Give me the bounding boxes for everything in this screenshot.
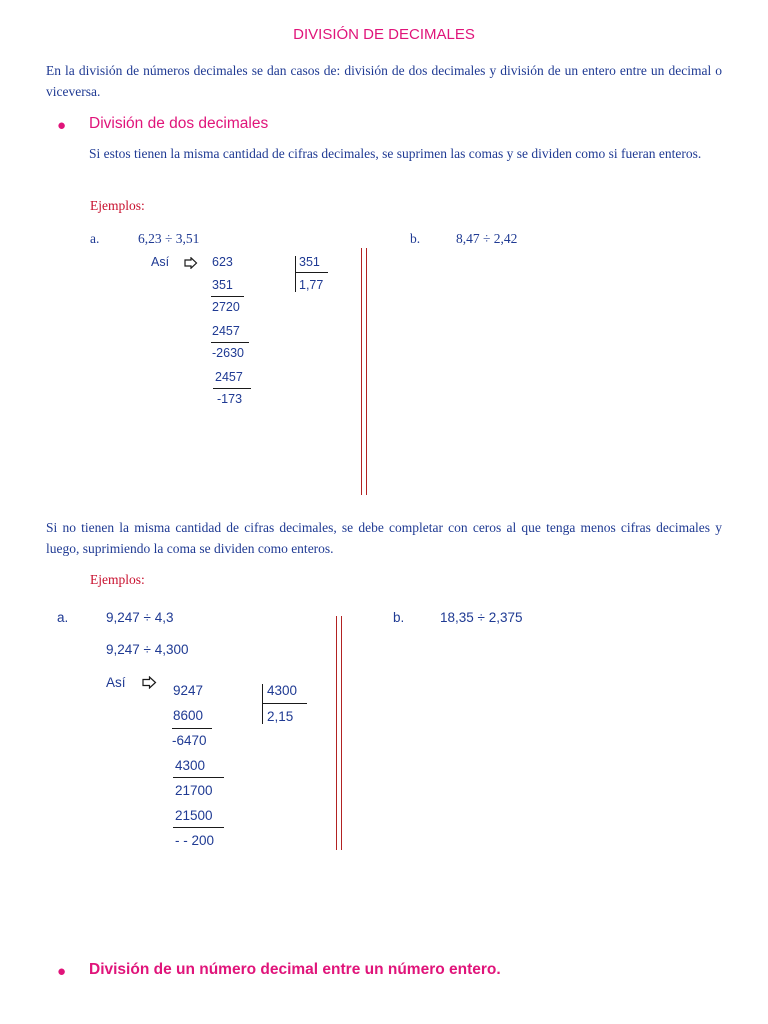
step-3: 2457 [212,324,240,338]
dividend: 623 [212,255,233,269]
division-bracket-horizontal [295,272,328,273]
division-bracket-horizontal [262,703,307,704]
bullet-icon: ● [57,117,67,134]
step-rule [213,388,251,389]
step-rule [173,827,224,828]
arrow-right-icon [184,257,198,269]
division-bracket-vertical [262,684,263,724]
division-bracket-vertical [295,256,296,292]
step-1: 351 [212,278,233,292]
arrow-right-icon [142,676,157,689]
section1-text-2: Si no tienen la misma cantidad de cifras decimales, se debe completar con ceros al que tenga menos cifras decimales y luego, suprimiendo la coma se dividen como enteros. [46,520,722,556]
section1-text: Si estos tienen la misma cantidad de cifras decimales, se suprimen las comas y se dividen como si fueran enteros. [89,146,702,161]
example-a-expression: 6,23 ÷ 3,51 [138,231,200,246]
step-5: 21500 [175,808,213,823]
step-2: 2720 [212,300,240,314]
step-1: 8600 [173,708,204,723]
step-4: 21700 [175,783,213,798]
asi-label: Así [151,255,170,269]
page-title: DIVISIÓN DE DECIMALES [293,26,475,43]
step-2: -6470 [172,733,207,748]
section-heading-two-decimals: División de dos decimales [89,115,269,132]
step-rule [211,296,244,297]
examples-label: Ejemplos: [90,198,145,213]
step-rule [173,777,224,778]
example-a-letter: a. [90,231,100,246]
example-b-expression: 18,35 ÷ 2,375 [440,610,523,625]
step-3: 4300 [175,758,206,773]
example-a-letter: a. [57,610,69,625]
step-5: 2457 [215,370,243,384]
example-a-expression-padded: 9,247 ÷ 4,300 [106,642,189,657]
dividend: 9247 [173,683,204,698]
quotient: 2,15 [267,709,294,724]
step-6: - - 200 [175,833,215,848]
step-rule [172,728,212,729]
divisor: 351 [299,255,320,269]
example-a-expression: 9,247 ÷ 4,3 [106,610,174,625]
example-b-expression: 8,47 ÷ 2,42 [456,231,518,246]
quotient: 1,77 [299,278,324,292]
examples-label: Ejemplos: [90,572,145,587]
intro-paragraph: En la división de números decimales se dan casos de: división de dos decimales y división de un entero entre un decimal o viceversa. [46,63,722,99]
example-b-letter: b. [393,610,405,625]
column-divider [361,248,367,495]
divisor: 4300 [267,683,298,698]
step-rule [211,342,249,343]
bullet-icon: ● [57,963,67,980]
step-6: -173 [217,392,243,406]
column-divider [336,616,342,850]
asi-label: Así [106,675,126,690]
example-b-letter: b. [410,231,421,246]
section-heading-decimal-by-integer: División de un número decimal entre un número entero. [89,961,501,978]
step-4: -2630 [212,346,244,360]
